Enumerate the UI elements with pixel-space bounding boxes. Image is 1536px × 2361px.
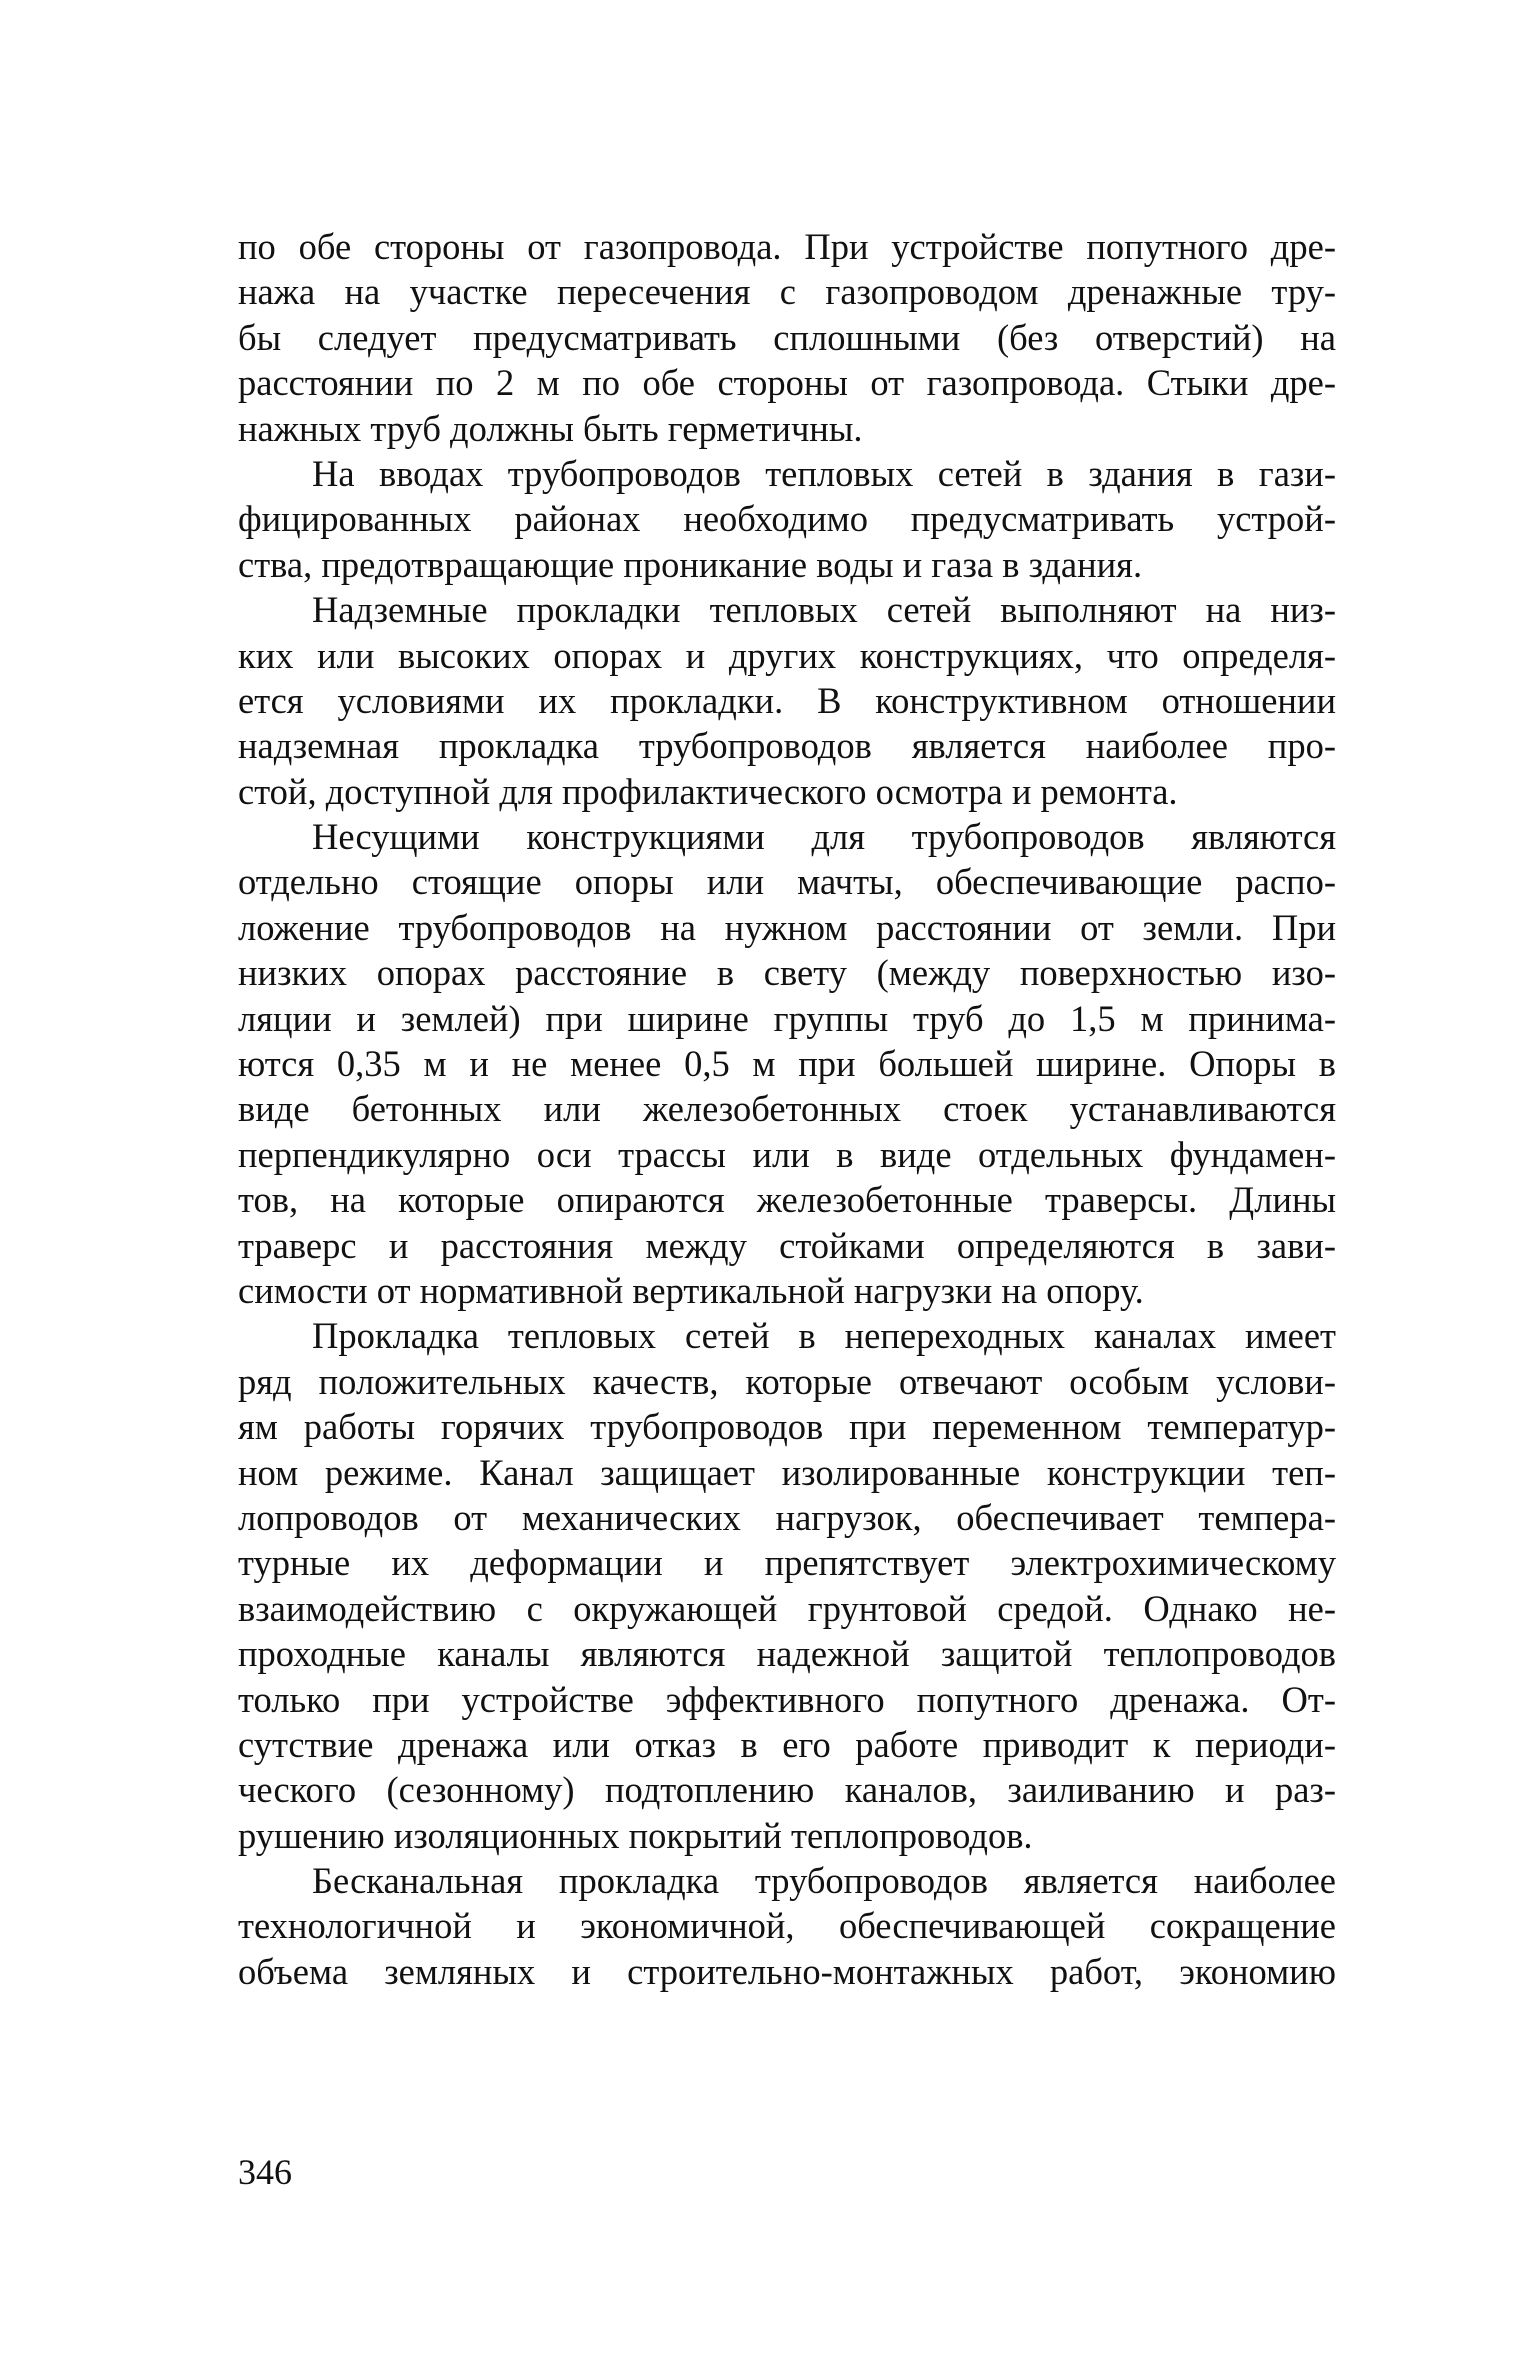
paragraph — [238, 587, 1336, 814]
text-line: ства, предотвращающие проникание воды и газа в здания. — [238, 543, 1143, 585]
text-line: фицированных районах необходимо предусматривать устрой- — [238, 498, 1336, 540]
text-line: траверс и расстояния между стойками определяются в зави- — [238, 1224, 1336, 1266]
text-line: симости от нормативной вертикальной нагрузки на опору. — [238, 1269, 1144, 1311]
text-line: рушению изоляционных покрытий теплопроводов. — [238, 1814, 1033, 1856]
text-line: по обе стороны от газопровода. При устройстве попутного дре- — [238, 226, 1336, 267]
text-line: низких опорах расстояние в свету (между поверхностью изо- — [238, 952, 1336, 994]
text-line: Прокладка тепловых сетей в непереходных каналах имеет — [312, 1315, 1336, 1357]
text-line: ются 0,35 м и не менее 0,5 м при большей ширине. Опоры в — [238, 1043, 1336, 1085]
text-line: сутствие дренажа или отказ в его работе приводит к периоди- — [238, 1723, 1336, 1765]
paragraph — [238, 1313, 1336, 1858]
paragraph — [238, 1858, 1336, 1994]
text-line: технологичной и экономичной, обеспечивающей сокращение — [238, 1905, 1336, 1947]
text-line: стой, доступной для профилактического осмотра и ремонта. — [238, 770, 1178, 812]
text-line: расстоянии по 2 м по обе стороны от газопровода. Стыки дре- — [238, 362, 1336, 404]
text-line: ких или высоких опорах и других конструкциях, что определя- — [238, 634, 1336, 676]
text-line: нажных труб должны быть герметичны. — [238, 407, 863, 449]
page-number: 346 — [238, 2152, 292, 2192]
text-line: взаимодействию с окружающей грунтовой средой. Однако не- — [238, 1587, 1336, 1629]
body-text — [238, 224, 1336, 1994]
paragraph — [238, 814, 1336, 1313]
text-line: Несущими конструкциями для трубопроводов являются — [312, 816, 1336, 858]
text-line: тов, на которые опираются железобетонные траверсы. Длины — [238, 1179, 1336, 1221]
text-line: ется условиями их прокладки. В конструктивном отношении — [238, 679, 1336, 721]
text-line: Надземные прокладки тепловых сетей выполняют на низ- — [312, 589, 1336, 631]
text-line: ляции и землей) при ширине группы труб до 1,5 м принима- — [238, 997, 1336, 1039]
text-line: ческого (сезонному) подтоплению каналов, заиливанию и раз- — [238, 1769, 1336, 1811]
text-line: турные их деформации и препятствует электрохимическому — [238, 1542, 1336, 1584]
text-line: проходные каналы являются надежной защитой теплопроводов — [238, 1633, 1336, 1675]
text-line: надземная прокладка трубопроводов является наиболее про- — [238, 725, 1336, 767]
text-line: На вводах трубопроводов тепловых сетей в здания в гази- — [312, 452, 1336, 494]
text-line: отдельно стоящие опоры или мачты, обеспечивающие распо- — [238, 861, 1336, 903]
text-line: только при устройстве эффективного попутного дренажа. От- — [238, 1678, 1336, 1720]
text-line: ном режиме. Канал защищает изолированные конструкции теп- — [238, 1451, 1336, 1493]
text-line: ям работы горячих трубопроводов при переменном температур- — [238, 1406, 1336, 1448]
text-line: ложение трубопроводов на нужном расстоянии от земли. При — [238, 906, 1336, 948]
text-line: виде бетонных или железобетонных стоек устанавливаются — [238, 1088, 1336, 1130]
text-line: ряд положительных качеств, которые отвечают особым услови- — [238, 1360, 1336, 1402]
text-line: нажа на участке пересечения с газопроводом дренажные тру- — [238, 271, 1336, 313]
text-line: лопроводов от механических нагрузок, обеспечивает темпера- — [238, 1496, 1336, 1538]
text-line: Бесканальная прокладка трубопроводов является наиболее — [312, 1860, 1336, 1902]
paragraph — [238, 451, 1336, 587]
paragraph — [238, 224, 1336, 451]
text-line: объема земляных и строительно-монтажных работ, экономию — [238, 1950, 1336, 1992]
text-line: перпендикулярно оси трассы или в виде отдельных фундамен- — [238, 1133, 1336, 1175]
text-line: бы следует предусматривать сплошными (без отверстий) на — [238, 316, 1336, 358]
